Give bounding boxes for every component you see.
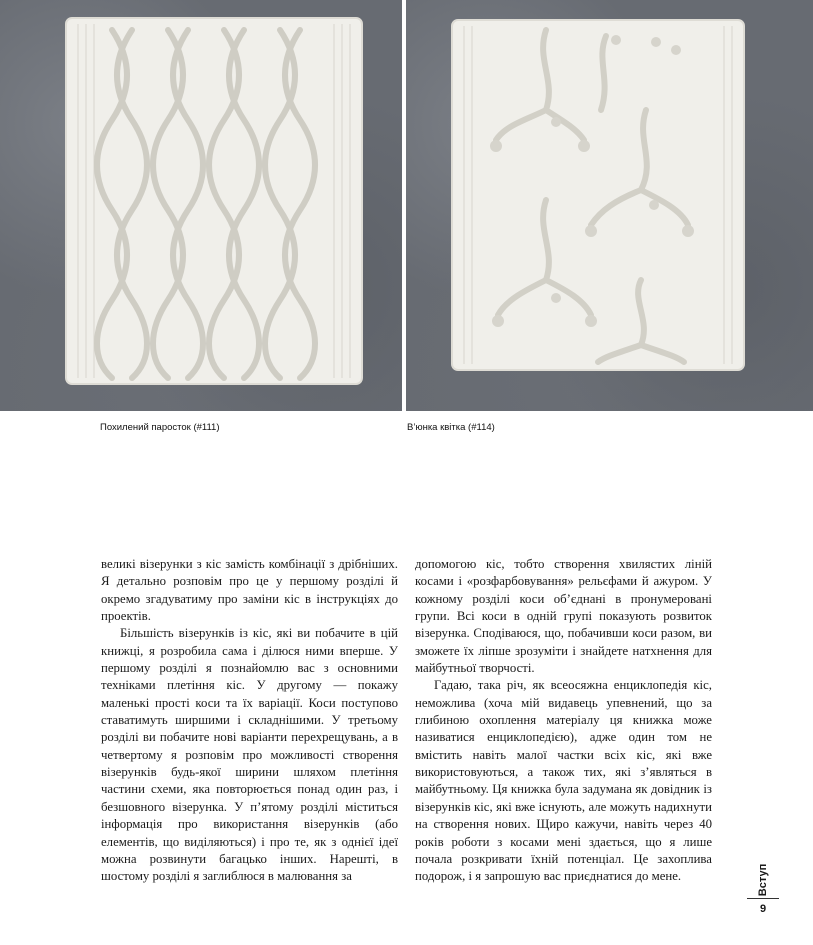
paragraph: великі візерунки з кіс замість комбінації з дрібніших. Я детально розповім про це у першому розділі й окремо згадуватиму про заміни кіс в інструкціях до проектів. [101,557,398,624]
figure-caption-left: Похилений паросток (#111) [100,422,220,433]
figure-caption-right: В’юнка квітка (#114) [407,422,495,433]
divider [747,898,779,899]
photo-cable-swatch-right [406,0,813,411]
paragraph: Більшість візерунків із кіс, які ви побачите в цій книжці, я розробила сама і ділюся ними вперше. У першому розділі я познайомлю вас з основними техніками плетіння кіс. У другому — покажу маленькі прості коси та їх варіації. Коси поступово ставатимуть ширшими і складнішими. У третьому розділі ви побачите нові варіанти перехрещувань, а в четвертому я розповім про можливості створення візерунків будь-якої ширини шляхом плетіння частини схеми, яка повторюється понад один раз, і безшовного візерунка. У п’ятому розділі міститься інформація про використання візерунків (або елементів, що виділяються) і про те, як з однієї ідеї можна розвинути багацько інших. Нарешті, в шостому розділі я заглиблюся в малювання за [101,626,398,884]
text-column-left [101,556,398,886]
page-number: 9 [759,903,767,915]
section-label-text: Вступ [757,863,770,897]
paragraph: Гадаю, така річ, як всеосяжна енциклопедія кіс, неможлива (хоча мій видавець упевнений, що за глибиною охоплення матеріалу ця книжка може називатися енциклопедією), адже один том не вмістить навіть малої частки всіх кіс, які вже використовуються, а також тих, які з’являться в майбутньому. Ця книжка була задумана як довідник із візерунків кіс, які вже існують, але можуть надихнути на створення нових. Щиро кажучи, навіть через 40 років роботи з косами мені здається, що я лише почала розкривати їхній потенціал. Це захоплива подорож, і я запрошую вас приєднатися до мене. [415,678,712,884]
paragraph: допомогою кіс, тобто створення хвилястих ліній косами і «розфарбовування» рельєфами й ажуром. У кожному розділі коси об’єднані в пронумеровані групи. Всі коси в одній групі показують розвиток візерунка. Сподіваюся, що, побачивши коси разом, ви зможете їх ліпше зрозуміти і знайдете натхнення для майбутньої творчості. [415,557,712,676]
knitted-swatch-cable-image [0,0,402,411]
photo-cable-swatch-left [0,0,402,411]
knitted-swatch-flower-image [406,0,813,411]
section-label [748,862,778,898]
text-column-right [415,556,712,886]
